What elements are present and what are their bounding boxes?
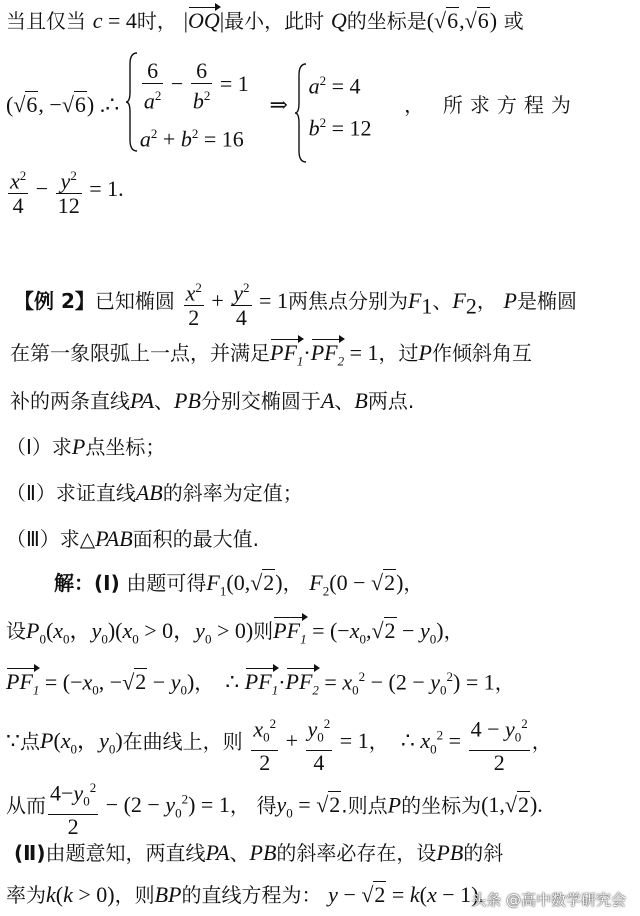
t: 设 [6, 619, 26, 643]
t: 从而 [6, 793, 46, 818]
question-2: （Ⅱ）求证直线AB的斜率为定值； [6, 480, 303, 505]
t: （Ⅲ）求△ [6, 527, 96, 551]
t: 当且仅当 [6, 9, 86, 33]
equation-system-1: $\frac{6}{a^2}$ − $\frac{6}{b^2}$ = 1 $a^2 + b^2 = 16$ [126, 52, 249, 157]
part2-line-1: (Ⅱ)由题意知，两直线PA、PB的斜率必存在，设PB的斜 [14, 840, 504, 865]
t: 点坐标； [85, 435, 166, 459]
t: 率为 [6, 883, 46, 907]
t: 在曲线上，则 [122, 729, 243, 754]
example-tag: 【例 2】 [14, 289, 95, 314]
t: （Ⅰ）求 [6, 435, 72, 459]
t: 的斜率为定值； [162, 481, 303, 505]
solution-line-3: $PF_1 = (-x_0$, $-√2 - y_0$)， ∴ $PF_1\cdot PF_2 = x_0^2 - (2 - y_0^2) = 1$， [6, 662, 640, 706]
t: 最小，此时 [224, 9, 325, 33]
t: 则 [253, 619, 274, 643]
t: （Ⅱ）求证直线 [6, 481, 136, 505]
t: 时， [136, 9, 177, 33]
t: 分别交椭圆于 [200, 389, 321, 413]
t: 作倾斜角互 [431, 341, 532, 365]
text-line-1: 当且仅当 c = 4时， |OQ|最小，此时 Q的坐标是(√6,√6) 或 [6, 6, 640, 36]
solution-line-2: 设$P_0(x_0$，$y_0)(x_0 > 0$，$y_0 > 0$)则$PF_1 = (-x_0,√2 - y_0)$， [6, 616, 640, 654]
text-line-5: 在第一象限弧上一点，并满足$PF_1\cdot PF_2 = 1$，过P作倾斜角互 [10, 338, 640, 376]
text-line-6: 补的两条直线PA、PB分别交椭圆于A、B两点. [10, 388, 415, 413]
solution-tag: 解：(Ⅰ) [54, 571, 120, 595]
t: 由题可得 [126, 571, 207, 595]
t: 两点. [367, 389, 415, 413]
t: 则 [134, 883, 155, 907]
question-1: （Ⅰ）求P点坐标； [6, 434, 166, 459]
t: 面积的最大值. [132, 527, 260, 551]
t: 的直线方程为： [181, 883, 322, 907]
t: 两焦点分别为 [287, 289, 408, 314]
t: 或 [503, 9, 524, 33]
t: 在第一象限弧上一点，并满足 [10, 341, 270, 365]
t: 的斜率必存在，设 [276, 841, 437, 865]
t: 的坐标是 [346, 9, 427, 33]
t: 的坐标为 [401, 793, 482, 818]
t: ，过 [378, 341, 419, 365]
t: 由题意知，两直线 [45, 841, 206, 865]
equation-system-2: $a^2 = 4$ $b^2 = 12$ [295, 63, 372, 146]
t: 补的两条直线 [10, 389, 130, 413]
solution-line-5: 从而 $\frac{4-y_0^2}{2}$ − $(2 - y_0^2) = 1$， 得$y_0 = √2$.则点P的坐标为(1,√2). [6, 776, 640, 839]
question-3: （Ⅲ）求△PAB面积的最大值. [6, 526, 260, 551]
t: 的斜 [463, 841, 504, 865]
t: 已知椭圆 [94, 289, 175, 314]
t: 是椭圆 [517, 289, 577, 314]
watermark: 头条 @高中数学研究会 [471, 891, 626, 909]
t: 所求方程为 [442, 92, 578, 117]
text-line-4: 【例 2】已知椭圆 $\frac{x^2}{2}$ + $\frac{y^2}{4}$ = 1两焦点分别为$F_1$、$F_2$， P是椭圆 [14, 276, 640, 330]
text-line-2: (√6, −√6) .∴ $\frac{6}{a^2}$ − $\frac{6}{b^2}$ = 1 $a^2 + b^2 = 16$ ⇒ $a^2 = 4$ $b^2 = 12$ ， 所求方程为 [6, 52, 640, 157]
t: 得 [256, 793, 277, 818]
text-line-3: $\frac{x^2}{4}$ − $\frac{y^2}{12}$ = 1. [6, 164, 640, 218]
part2-line-2: 率为k(k > 0)，则BP的直线方程为： y − √2 = k(x − 1). [6, 882, 484, 907]
solution-line-4: ∵点$P(x_0$，$y_0$)在曲线上，则 $\frac{x_0^2}{2}$ + $\frac{y_0^2}{4}$ = 1， ∴ $x_0^2$ = $\frac{4 - y_0^2}{2}$ ， [6, 712, 640, 775]
part2-tag: (Ⅱ) [14, 841, 46, 865]
t: 点 [20, 729, 40, 754]
solution-line-1: 解：(Ⅰ) 由题可得$F_1(0,√2)$， $F_2(0 - √2)$， [54, 570, 424, 599]
t: .则点 [341, 793, 388, 818]
